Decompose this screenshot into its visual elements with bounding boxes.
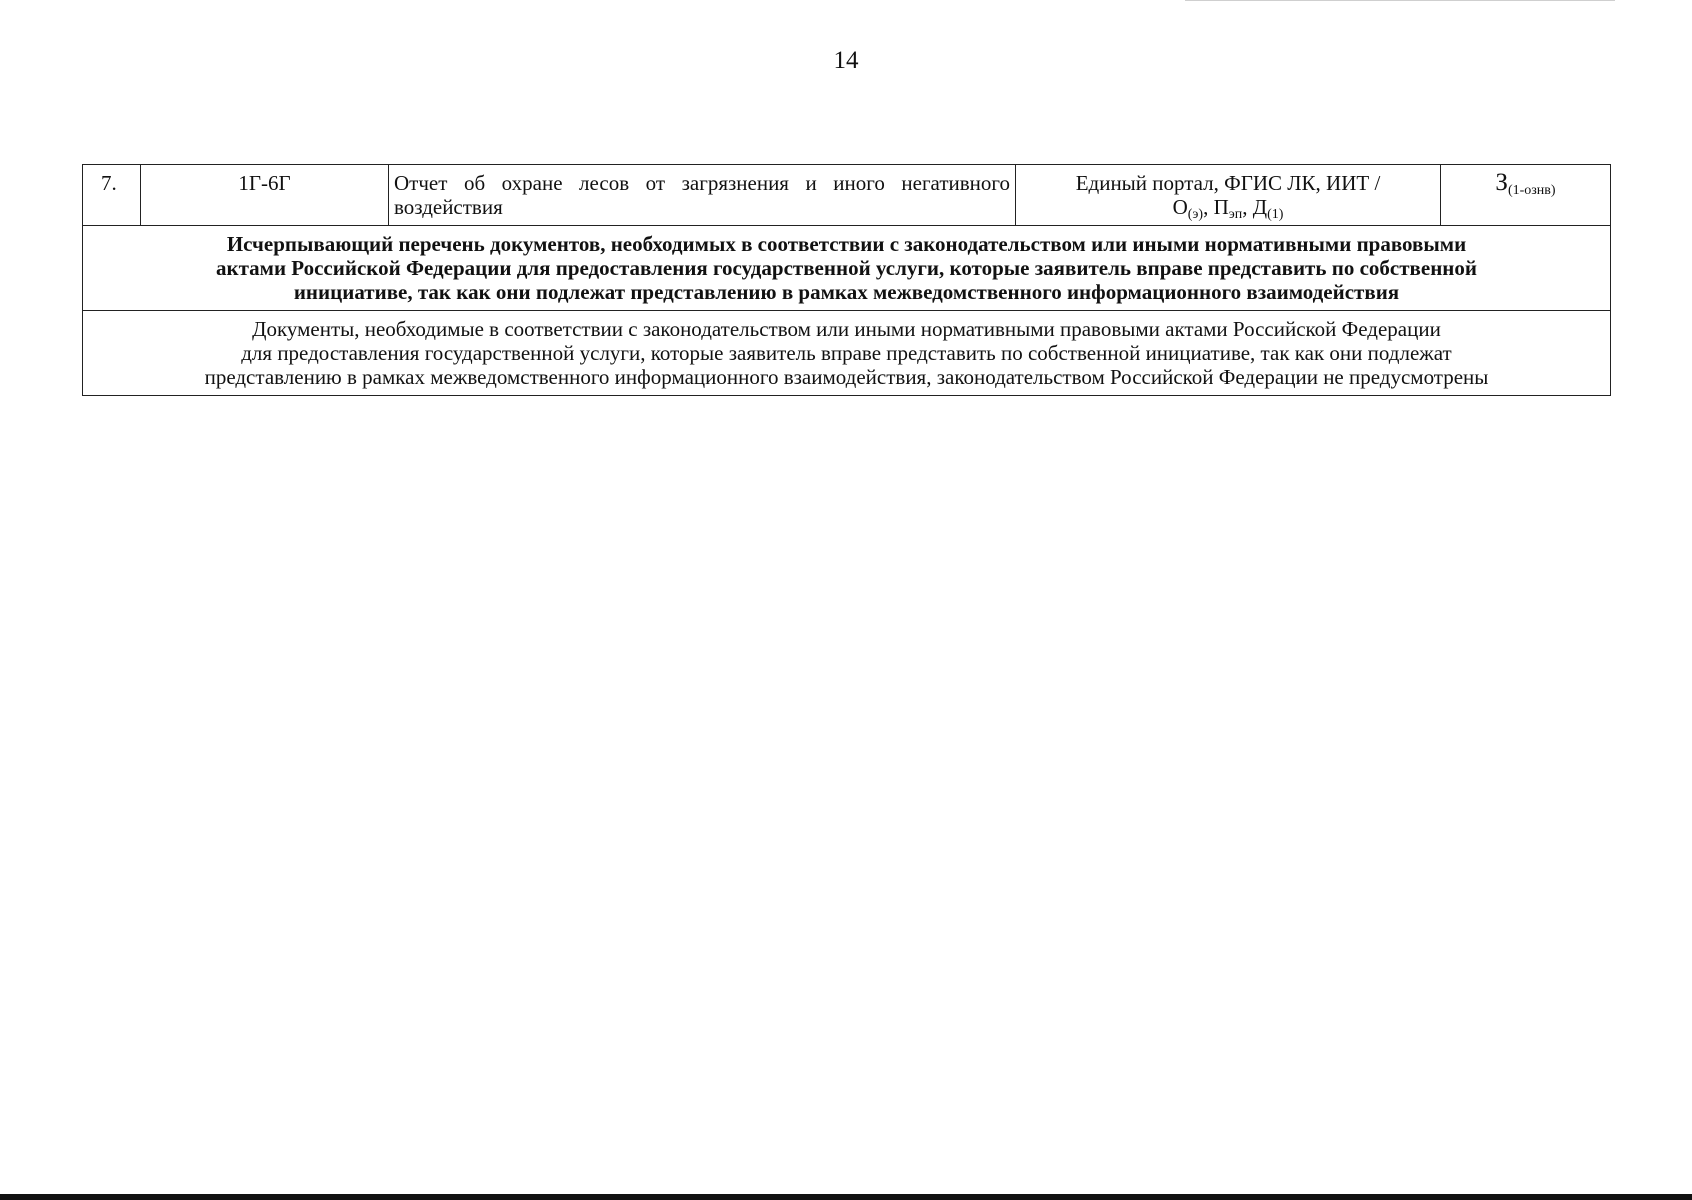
section-heading-row [83,226,1611,311]
source-sep1: , [1203,195,1214,219]
scan-bottom-edge [0,1194,1692,1200]
row-document-name: Отчет об охране лесов от загрязнения и иного негативного воздействия [394,171,1010,219]
section-note [83,311,1611,396]
row-source-line2 [1021,195,1435,222]
section-heading-line1: Исчерпывающий перечень документов, необходимых в соответствии с законодательством или иными нормативными правовыми [226,232,1467,256]
term-main: З [1495,169,1508,196]
term-sub: (1-ознв) [1507,183,1556,198]
page-number: 14 [833,47,859,74]
scan-edge-line [1185,0,1615,1]
row-source-line1: Единый портал, ФГИС ЛК, ИИТ / [1075,171,1381,195]
section-note-row [83,311,1611,396]
section-heading [83,226,1611,311]
section-note-line1: Документы, необходимые в соответствии с законодательством или иными нормативными правовыми актами Российской Федерации [252,317,1441,341]
row-code: 1Г-6Г [238,171,291,195]
section-note-line3: представлению в рамках межведомственного информационного взаимодействия, законодательством Российской Федерации не предусмотрены [204,365,1489,389]
row-term-cell [1441,165,1611,226]
row-code-cell [141,165,389,226]
section-heading-line3: инициативе, так как они подлежат представлению в рамках межведомственного информационного взаимодействия [293,280,1400,304]
source-d-sub: (1) [1267,207,1284,222]
row-name-cell [389,165,1016,226]
table-row [83,165,1611,226]
row-number: 7. [101,171,117,195]
section-heading-line2: актами Российской Федерации для предоставления государственной услуги, которые заявитель вправе представить по собственной [215,256,1477,280]
source-d: Д [1252,195,1268,219]
source-p: П [1213,195,1229,219]
source-p-sub: эп [1228,207,1243,222]
documents-table [82,164,1611,396]
source-o: О [1172,195,1188,219]
section-note-line2: для предоставления государственной услуги, которые заявитель вправе представить по собственной инициативе, так как они подлежат [241,341,1452,365]
source-o-sub: (э) [1187,207,1204,222]
row-number-cell [83,165,141,226]
row-source-cell [1016,165,1441,226]
source-sep2: , [1242,195,1253,219]
